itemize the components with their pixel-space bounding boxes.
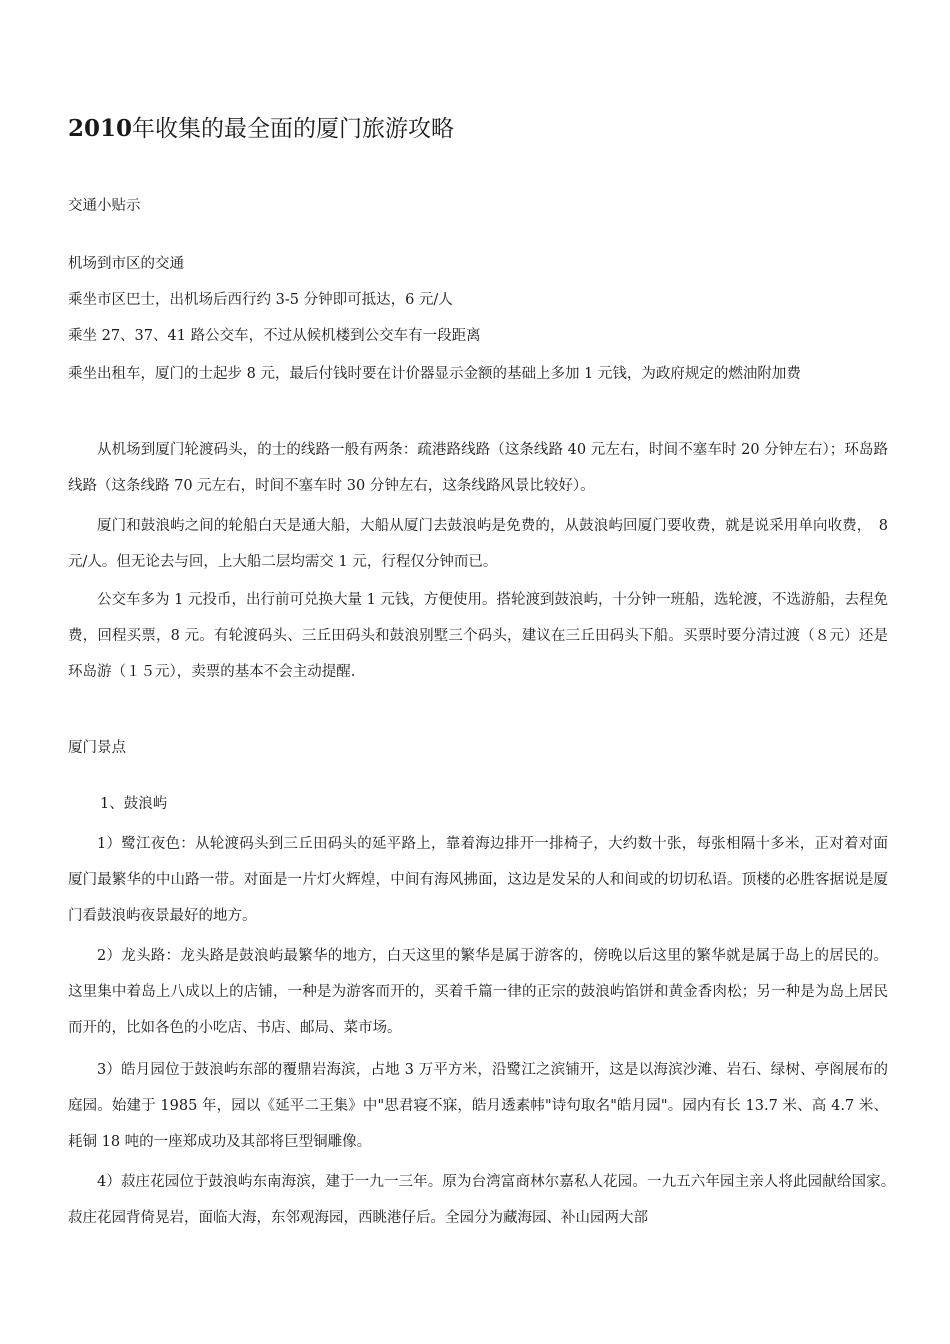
bus-coins-paragraph: 公交车多为 1 元投币，出行前可兑换大量 1 元钱，方便使用。搭轮渡到鼓浪屿，十分钟一班船，选轮渡，不选游船，去程免费，回程买票，8 元。有轮渡码头、三丘田码头和鼓浪别墅三个码头，建议在三丘田码头下船。买票时要分清过渡（８元）还是环岛游（１５元），卖票的基本不会主动提醒. bbox=[68, 592, 888, 680]
spot-4-paragraph: 4）菽庄花园位于鼓浪屿东南海滨，建于一九一三年。原为台湾富商林尔嘉私人花园。一九五六年园主亲人将此园献给国家。 菽庄花园背倚晃岩，面临大海，东邻观海园，西眺港仔后。全园分为藏海园、补山园两大部 bbox=[68, 1174, 903, 1226]
spot-1-paragraph: 1）鹭江夜色：从轮渡码头到三丘田码头的延平路上，靠着海边排开一排椅子，大约数十张，每张相隔十多米，正对着对面厦门最繁华的中山路一带。对面是一片灯火辉煌，中间有海风拂面，这边是发呆的人和间或的切切私语。顶楼的必胜客据说是厦门看鼓浪屿夜景最好的地方。 bbox=[68, 836, 888, 924]
airport-public-bus-line: 乘坐 27、37、41 路公交车，不过从候机楼到公交车有一段距离 bbox=[68, 328, 481, 344]
ferry-paragraph: 厦门和鼓浪屿之间的轮船白天是通大船，大船从厦门去鼓浪屿是免费的，从鼓浪屿回厦门要收费，就是说采用单向收费， 8 元/人。但无论去与回，上大船二层均需交 1 元，行程仅分钟而已。 bbox=[68, 518, 888, 570]
spot-2-paragraph: 2）龙头路：龙头路是鼓浪屿最繁华的地方，白天这里的繁华是属于游客的，傍晚以后这里的繁华就是属于岛上的居民的。这里集中着岛上八成以上的店铺，一种是为游客而开的，买着千篇一律的正宗的鼓浪屿馅饼和黄金香肉松；另一种是为岛上居民而开的，比如各色的小吃店、书店、邮局、菜市场。 bbox=[68, 948, 888, 1036]
airport-bus-line: 乘坐市区巴士，出机场后西行约 3-5 分钟即可抵达，6 元/人 bbox=[68, 292, 453, 308]
airport-heading: 机场到市区的交通 bbox=[68, 256, 184, 272]
title-year: 2010 bbox=[68, 115, 133, 142]
taxi-routes-paragraph: 从机场到厦门轮渡码头，的士的线路一般有两条：疏港路线路（这条线路 40 元左右，时间不塞车时 20 分钟左右）；环岛路线路（这条线路 70 元左右，时间不塞车时 30 分钟左右，这条线路风景比较好）。 bbox=[68, 442, 888, 494]
traffic-heading: 交通小贴示 bbox=[68, 198, 141, 214]
gulangyu-heading: 1、鼓浪屿 bbox=[100, 796, 168, 812]
title-text: 年收集的最全面的厦门旅游攻略 bbox=[132, 116, 455, 142]
document-title bbox=[68, 112, 888, 146]
airport-taxi-paragraph: 乘坐出租车，厦门的士起步 8 元，最后付钱时要在计价器显示金额的基础上多加 1 元钱，为政府规定的燃油附加费 bbox=[68, 366, 801, 382]
sights-heading: 厦门景点 bbox=[68, 740, 126, 756]
spot-3-paragraph: 3）皓月园位于鼓浪屿东部的覆鼎岩海滨，占地 3 万平方米，沿鹭江之滨铺开，这是以海滨沙滩、岩石、绿树、亭阁展布的庭园。始建于 1985 年，园以《延平二王集》中"思君寝不寐，皓月透素帏"诗句取名"皓月园"。园内有长 13.7 米、高 4.7 米、耗铜 18 吨的一座郑成功及其部将巨型铜雕像。 bbox=[68, 1062, 888, 1150]
